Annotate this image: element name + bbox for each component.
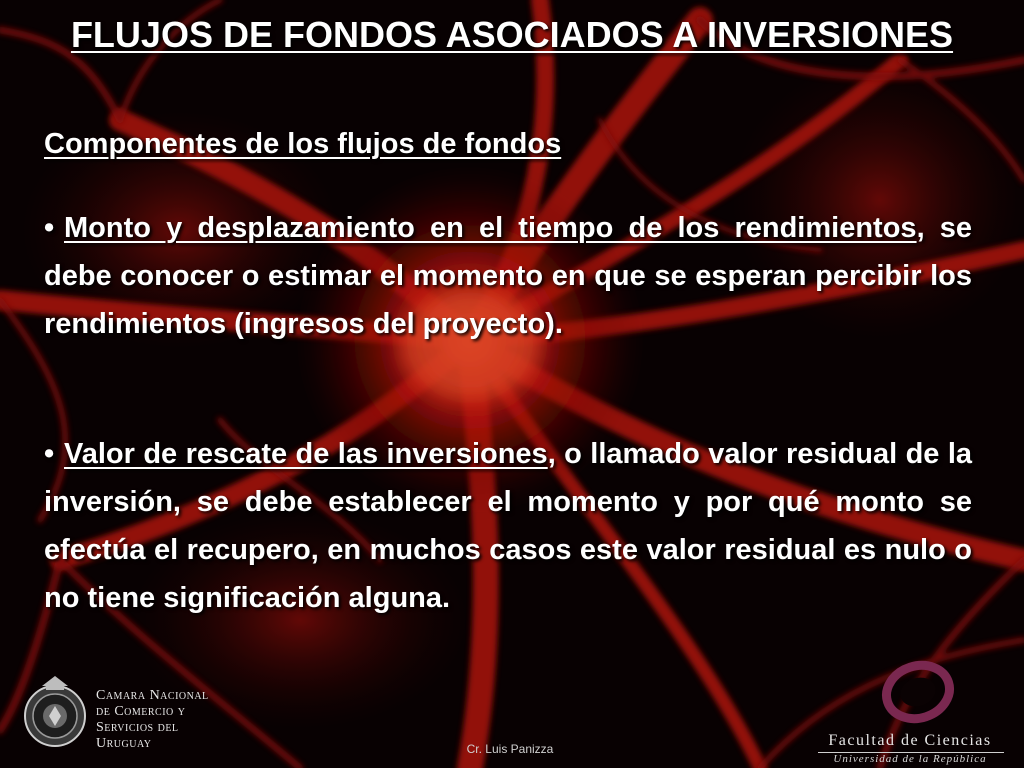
bullet-1-text: , se debe conocer o estimar el momento en que se esperan percibir los rendimientos (ingresos del proyecto).: [44, 212, 973, 340]
chamber-name: [96, 688, 246, 752]
section-heading-underlined: Componentes de los flujos de fondo: [44, 128, 546, 160]
chamber-line-1: Camara Nacional: [96, 688, 209, 703]
section-heading: [44, 124, 561, 164]
bullet-item-1: [44, 204, 972, 348]
author-credit: Cr. Luis Panizza: [466, 742, 554, 756]
facultad-subtitle: Universidad de la República: [833, 753, 987, 765]
chamber-line-2: de Comercio y: [96, 704, 186, 719]
chamber-line-3: Servicios del: [96, 720, 179, 735]
bullet-item-2: [44, 430, 972, 622]
slide-title-text: FLUJOS DE FONDOS ASOCIADOS A INVERSIONES: [70, 14, 954, 55]
bullet-dot: •: [44, 212, 55, 244]
facultad-logo: [810, 660, 1020, 768]
bullet-1-lead: Monto y desplazamiento en el tiempo de los rendimientos: [64, 212, 917, 244]
section-heading-tail: s: [545, 128, 562, 160]
chamber-of-commerce-logo: [20, 672, 230, 762]
chamber-seal-icon: [22, 672, 88, 752]
bullet-2-lead: Valor de rescate de las inversiones: [64, 438, 548, 470]
bullet-dot: •: [44, 438, 55, 470]
facultad-emblem-icon: [876, 660, 956, 726]
facultad-name: Facultad de Ciencias: [828, 732, 992, 749]
slide-title: [0, 12, 1024, 58]
bullet-2-text: , o llamado valor residual de la inversión, se debe establecer el momento y por qué monto se efectúa el recupero, en muchos casos este valor residual es nulo o no tiene significación alguna.: [44, 438, 973, 614]
chamber-line-4: Uruguay: [96, 736, 152, 751]
